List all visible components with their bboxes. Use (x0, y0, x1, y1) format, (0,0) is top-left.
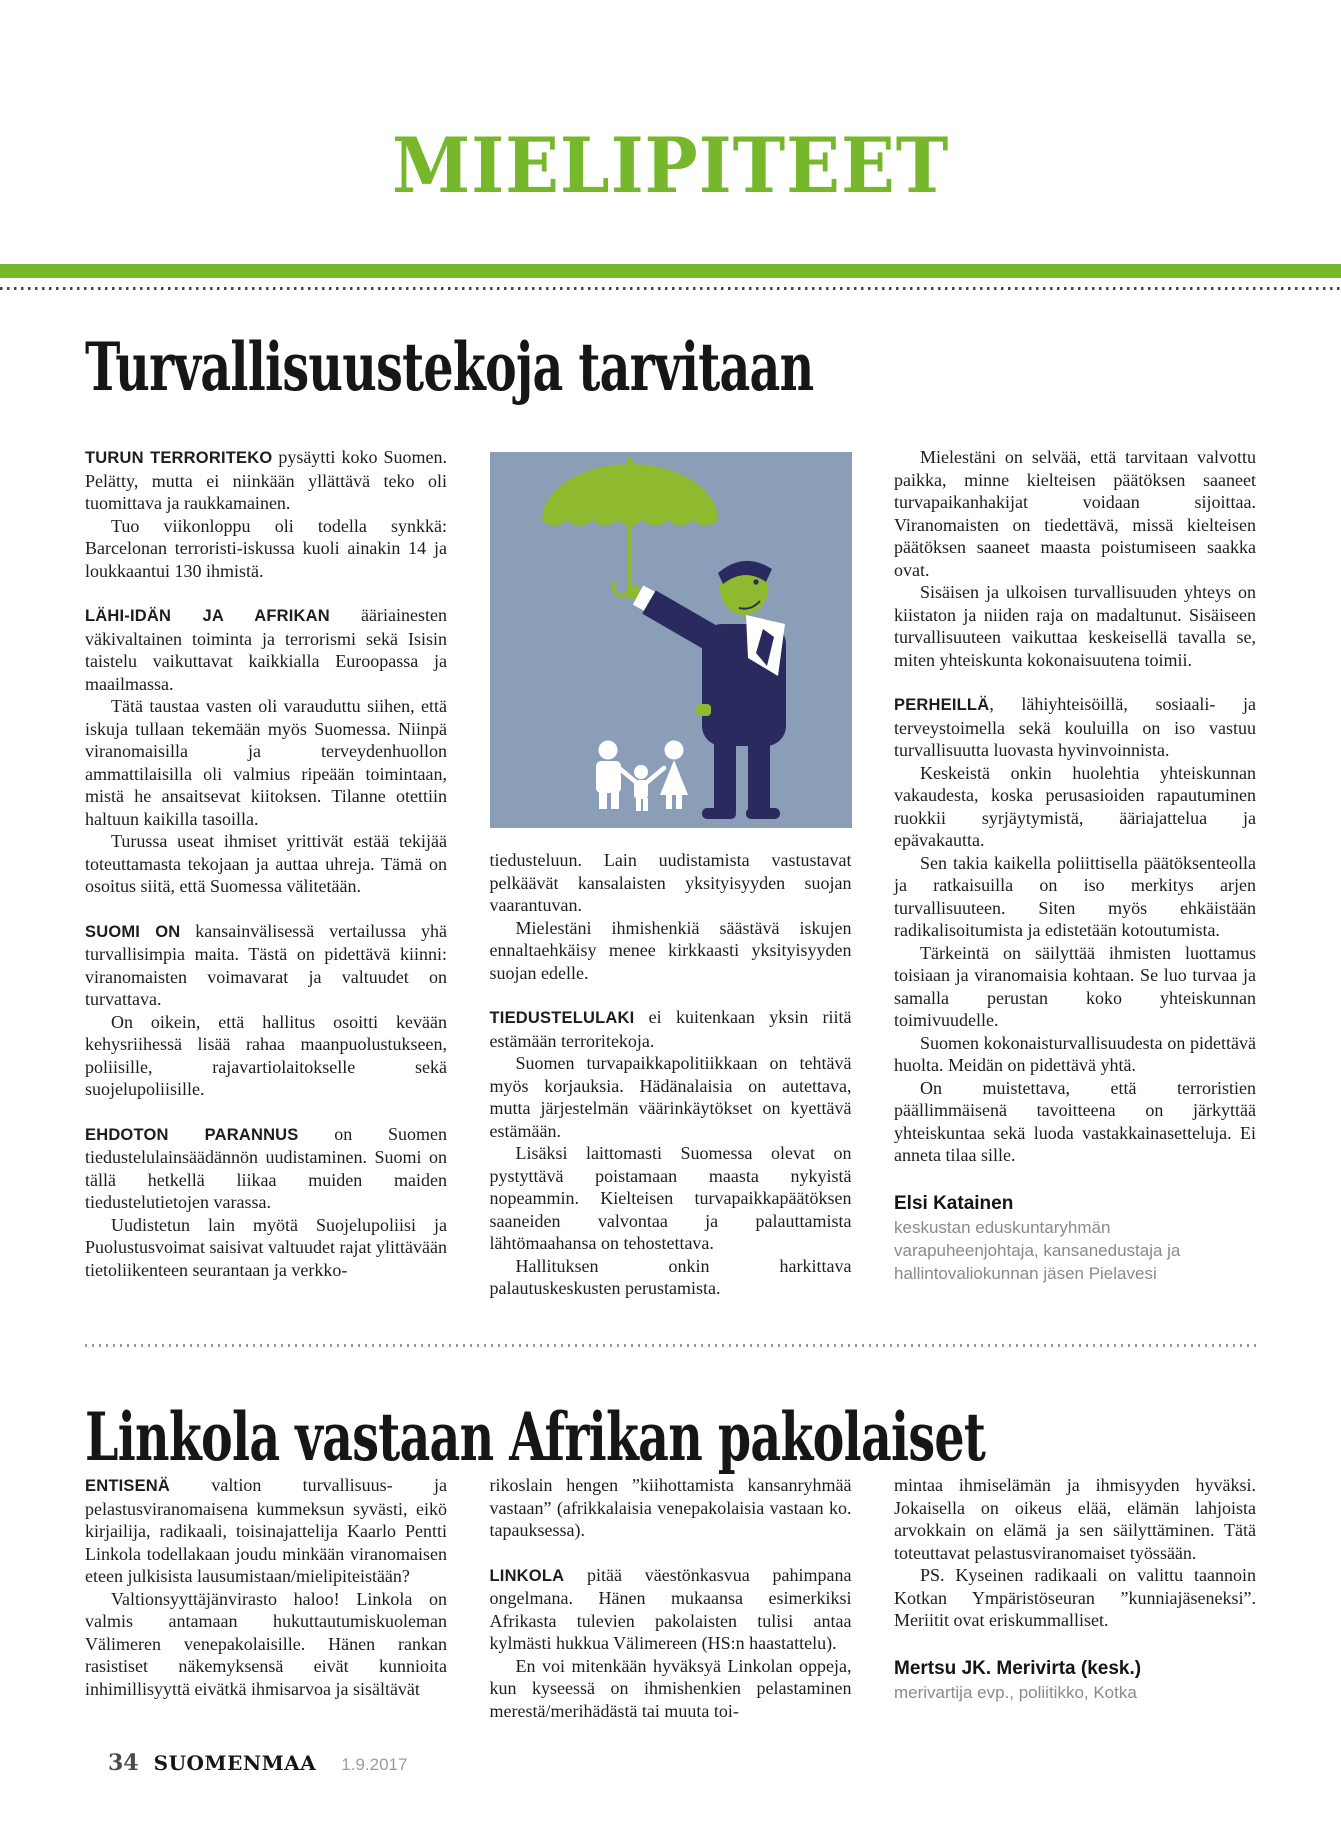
body-paragraph: mintaa ihmiselämän ja ihmisyyden hyväksi. Jokaisella on oikeus elää, elämän lahjoista arvokkain on elämä ja sen säilyttäminen. Tätä toteuttavat pelastusviranomaiset työssään. (894, 1475, 1256, 1563)
body-paragraph: Turussa useat ihmiset yrittivät estää tekijää toteuttamasta tekojaan ja auttaa uhreja. Tämä on osoitus siitä, että Suomessa välitetään. (85, 831, 447, 896)
body-paragraph: Suomen kokonaisturvallisuudesta on pidettävä huolta. Meidän on pidettävä yhtä. (894, 1032, 1256, 1075)
paragraph-lead: TIEDUSTELULAKI (489, 1009, 635, 1027)
body-paragraph: Mielestäni ihmishenkiä säästävä iskujen ennaltaehkäisy menee kirkkaasti yksityisyyden suojan edelle. (489, 917, 852, 983)
page-footer (108, 1750, 407, 1776)
body-paragraph: EHDOTON PARANNUS on Suomen tiedustelulainsäädännön uudistaminen. Suomi on tällä hetkellä liikaa muiden maiden tiedustelutietojen varassa. (85, 1123, 447, 1212)
shoe-right (746, 808, 780, 819)
article-title: Turvallisuustekoja tarvitaan (85, 328, 814, 406)
body-paragraph: Valtionsyyttäjänvirasto haloo! Linkola on valmis antamaan hukuttautumiskuoleman Välimeren venepakolaisille. Hänen rankan rasistiset näkemyksensä eivät kunnioita inhimillisyyttä eivätkä ihmisarvoa ja sisältävät (85, 1588, 447, 1699)
body-paragraph: LINKOLA pitää väestönkasvua pahimpana ongelmana. Hänen mukaansa esimerkiksi Afrikasta tulevien pakolaisten tulisi antaa kylmästi hukkua Välimereen (HS:n haastattelu). (489, 1564, 852, 1653)
paragraph-lead: LÄHI-IDÄN JA AFRIKAN (85, 607, 330, 625)
text-column (894, 1474, 1256, 1722)
text-column (894, 446, 1256, 1300)
text-column (85, 1474, 447, 1722)
eye (753, 579, 758, 584)
paragraph-lead: TURUN TERRORITEKO (85, 449, 273, 467)
article-columns (85, 446, 1256, 1300)
body-paragraph: On muistettava, että terroristien päällimmäisenä tavoitteena on järkyttää yhteiskuntaa sekä luoda vastakkainasetteluja. Ei anneta tilaa sille. (894, 1077, 1256, 1165)
issue-date: 1.9.2017 (341, 1755, 408, 1774)
byline-info: merivartija evp., poliitikko, Kotka (894, 1682, 1137, 1702)
shoe-left (702, 808, 736, 819)
body-paragraph: Tärkeintä on säilyttää ihmisten luottamus toisiaan ja viranomaisia kohtaan. Se luo turvaa ja samalla perustan koko yhteiskunnan toimivuudelle. (894, 942, 1256, 1030)
section-divider-bar (0, 264, 1341, 278)
body-paragraph: Sen takia kaikella poliittisella päätöksenteolla ja ratkaisuilla on iso merkitys arjen turvallisuuteen. Siten myös ehkäistään radikalisoitumista ja edistetään kotoutumista. (894, 852, 1256, 940)
body-paragraph: TURUN TERRORITEKO pysäytti koko Suomen. Pelätty, mutta ei niinkään yllättävä teko oli tuomittava ja raukkamainen. (85, 447, 447, 513)
body-paragraph: Lisäksi laittomasti Suomessa olevat on pystyttävä poistamaan maasta nykyistä nopeammin. Kielteisen turvapaikkapäätöksen saaneiden valvontaa ja palauttamista lähtömaahansa on tehostettava. (489, 1143, 852, 1253)
section-title-text: MIELIPITEET (391, 121, 950, 210)
body-paragraph: Tuo viikonloppu oli todella synkkä: Barcelonan terroristi-iskussa kuoli ainakin 14 ja loukkaantui 130 ihmistä. (85, 515, 447, 581)
body-paragraph: Keskeistä onkin huolehtia yhteiskunnan vakaudesta, koska perusasioiden rapautuminen ruokkii syrjäytymistä, ääriajattelua ja epävakautta. (894, 762, 1256, 850)
body-paragraph: PS. Kyseinen radikaali on valittu taannoin Kotkan Ympäristöseuran ”kunniajäseneksi”. Meriitit ovat eriskummalliset. (894, 1565, 1256, 1630)
father-body (596, 761, 621, 793)
paragraph-lead: ENTISENÄ (85, 1477, 171, 1495)
dotted-rule-top (0, 287, 1341, 290)
leg-left (714, 740, 736, 812)
body-paragraph: Mielestäni on selvää, että tarvitaan valvottu paikka, minne kielteisen päätöksen saaneet turvapaikanhakijat voidaan sijoittaa. Viranomaisten on tiedettävä, missä kielteisen päätöksen saaneet maasta poistumiseen saakka ovat. (894, 447, 1256, 580)
body-paragraph: TIEDUSTELULAKI ei kuitenkaan yksin riitä estämään terroritekoja. (489, 1007, 852, 1051)
body-paragraph: Uudistetun lain myötä Suojelupoliisi ja Puolustusvoimat saisivat valtuudet rajat ylittävään tietoliikenteen seurantaan ja verkko- (85, 1214, 447, 1280)
section-title (0, 121, 1341, 210)
body-paragraph: Suomen turvapaikkapolitiikkaan on tehtävä myös korjauksia. Hädänalaisia on autettava, mutta järjestelmän väärinkäytökset on kyettävä estämään. (489, 1053, 852, 1141)
article-title: Linkola vastaan Afrikan pakolaiset (85, 1398, 986, 1476)
text-column (490, 446, 852, 1300)
text-column (490, 1474, 852, 1722)
byline-name: Elsi Katainen (894, 1192, 1014, 1214)
paragraph-lead: LINKOLA (489, 1566, 565, 1585)
body-paragraph: rikoslain hengen ”kiihottamista kansanryhmää vastaan” (afrikkalaisia venepakolaisia vastaan ko. tapauksessa). (489, 1475, 852, 1540)
article-turvallisuustekoja (85, 326, 1256, 1300)
paragraph-lead: EHDOTON PARANNUS (85, 1125, 299, 1144)
article-linkola (85, 1396, 1256, 1722)
body-paragraph: LÄHI-IDÄN JA AFRIKAN ääriainesten väkivaltainen toiminta ja terrorismi sekä Isisin taistelu vaikuttavat kaikkialla Euroopassa ja maailmassa. (85, 605, 447, 694)
byline-info: keskustan eduskuntaryhmän varapuheenjohtaja, kansanedustaja ja hallintovaliokunnan jäsen Pielavesi (894, 1217, 1181, 1283)
body-paragraph: tiedusteluun. Lain uudistamista vastustavat pelkäävät kansalaisten yksityisyyden suojan vaarantuvan. (489, 850, 852, 915)
article-columns (85, 1474, 1256, 1722)
leg-right (748, 740, 770, 812)
child-head (634, 765, 648, 779)
body-paragraph: On oikein, että hallitus osoitti kevään kehysriihessä lisää rahaa maanpuolustukseen, poliisille, rajavartiolaitokselle sekä suojelupoliisille. (85, 1011, 447, 1099)
body-paragraph: Tätä taustaa vasten oli varauduttu siihen, että iskuja tullaan tekemään myös Suomessa. Niinpä viranomaisilla ja terveydenhuollon ammattilaisilla oli valmius ripeään toimintaan, mistä he ansaitsevat kiitoksen. Tilanne otettiin haltuun kaikilla tasoilla. (85, 696, 447, 829)
body-paragraph: ENTISENÄ valtion turvallisuus- ja pelastusviranomaisena kummeksun syvästi, eikö kirjailija, radikaali, toisinajattelija Kaarlo Pentti Linkola todellakaan joudu minkään viranomaisen eteen julkisista lausumistaan/mielipiteistään? (85, 1475, 447, 1586)
paragraph-lead: SUOMI ON (85, 922, 181, 941)
paragraph-lead: PERHEILLÄ (894, 696, 990, 714)
text-column (85, 446, 447, 1300)
body-paragraph: PERHEILLÄ, lähiyhteisöillä, sosiaali- ja terveystoimella sekä kouluilla on iso vastuu turvallisuutta luovasta hyvinvoinnista. (894, 694, 1256, 760)
page-number: 34 (108, 1750, 139, 1776)
body-paragraph: Hallituksen onkin harkittava palautuskeskusten perustamista. (489, 1255, 852, 1298)
body-paragraph: SUOMI ON kansainvälisessä vertailussa yhä turvallisimpia maita. Tästä on pidettävä kiinni: viranomaisten voimavarat ja valtuudet on turvattava. (85, 920, 447, 1009)
dotted-rule-separator (85, 1344, 1256, 1347)
father-head (598, 741, 617, 760)
pocket-hand (696, 704, 711, 716)
byline-name: Mertsu JK. Merivirta (kesk.) (894, 1657, 1142, 1679)
security-umbrella-illustration (490, 452, 852, 828)
body-paragraph: En voi mitenkään hyväksyä Linkolan oppeja, kun kyseessä on ihmishenkien pelastaminen merestä/merihädästä tai muuta toi- (489, 1655, 852, 1721)
shirt-cuff (638, 595, 651, 602)
paper-name: SUOMENMAA (153, 1751, 317, 1775)
mother-head (664, 741, 683, 760)
body-paragraph: Sisäisen ja ulkoisen turvallisuuden yhteys on kiistaton ja niiden raja on madaltunut. Sisäiseen turvallisuuteen vaikuttaa keskeisellä tavalla se, miten yhteiskunta kokonaisuutena toimii. (894, 582, 1256, 670)
